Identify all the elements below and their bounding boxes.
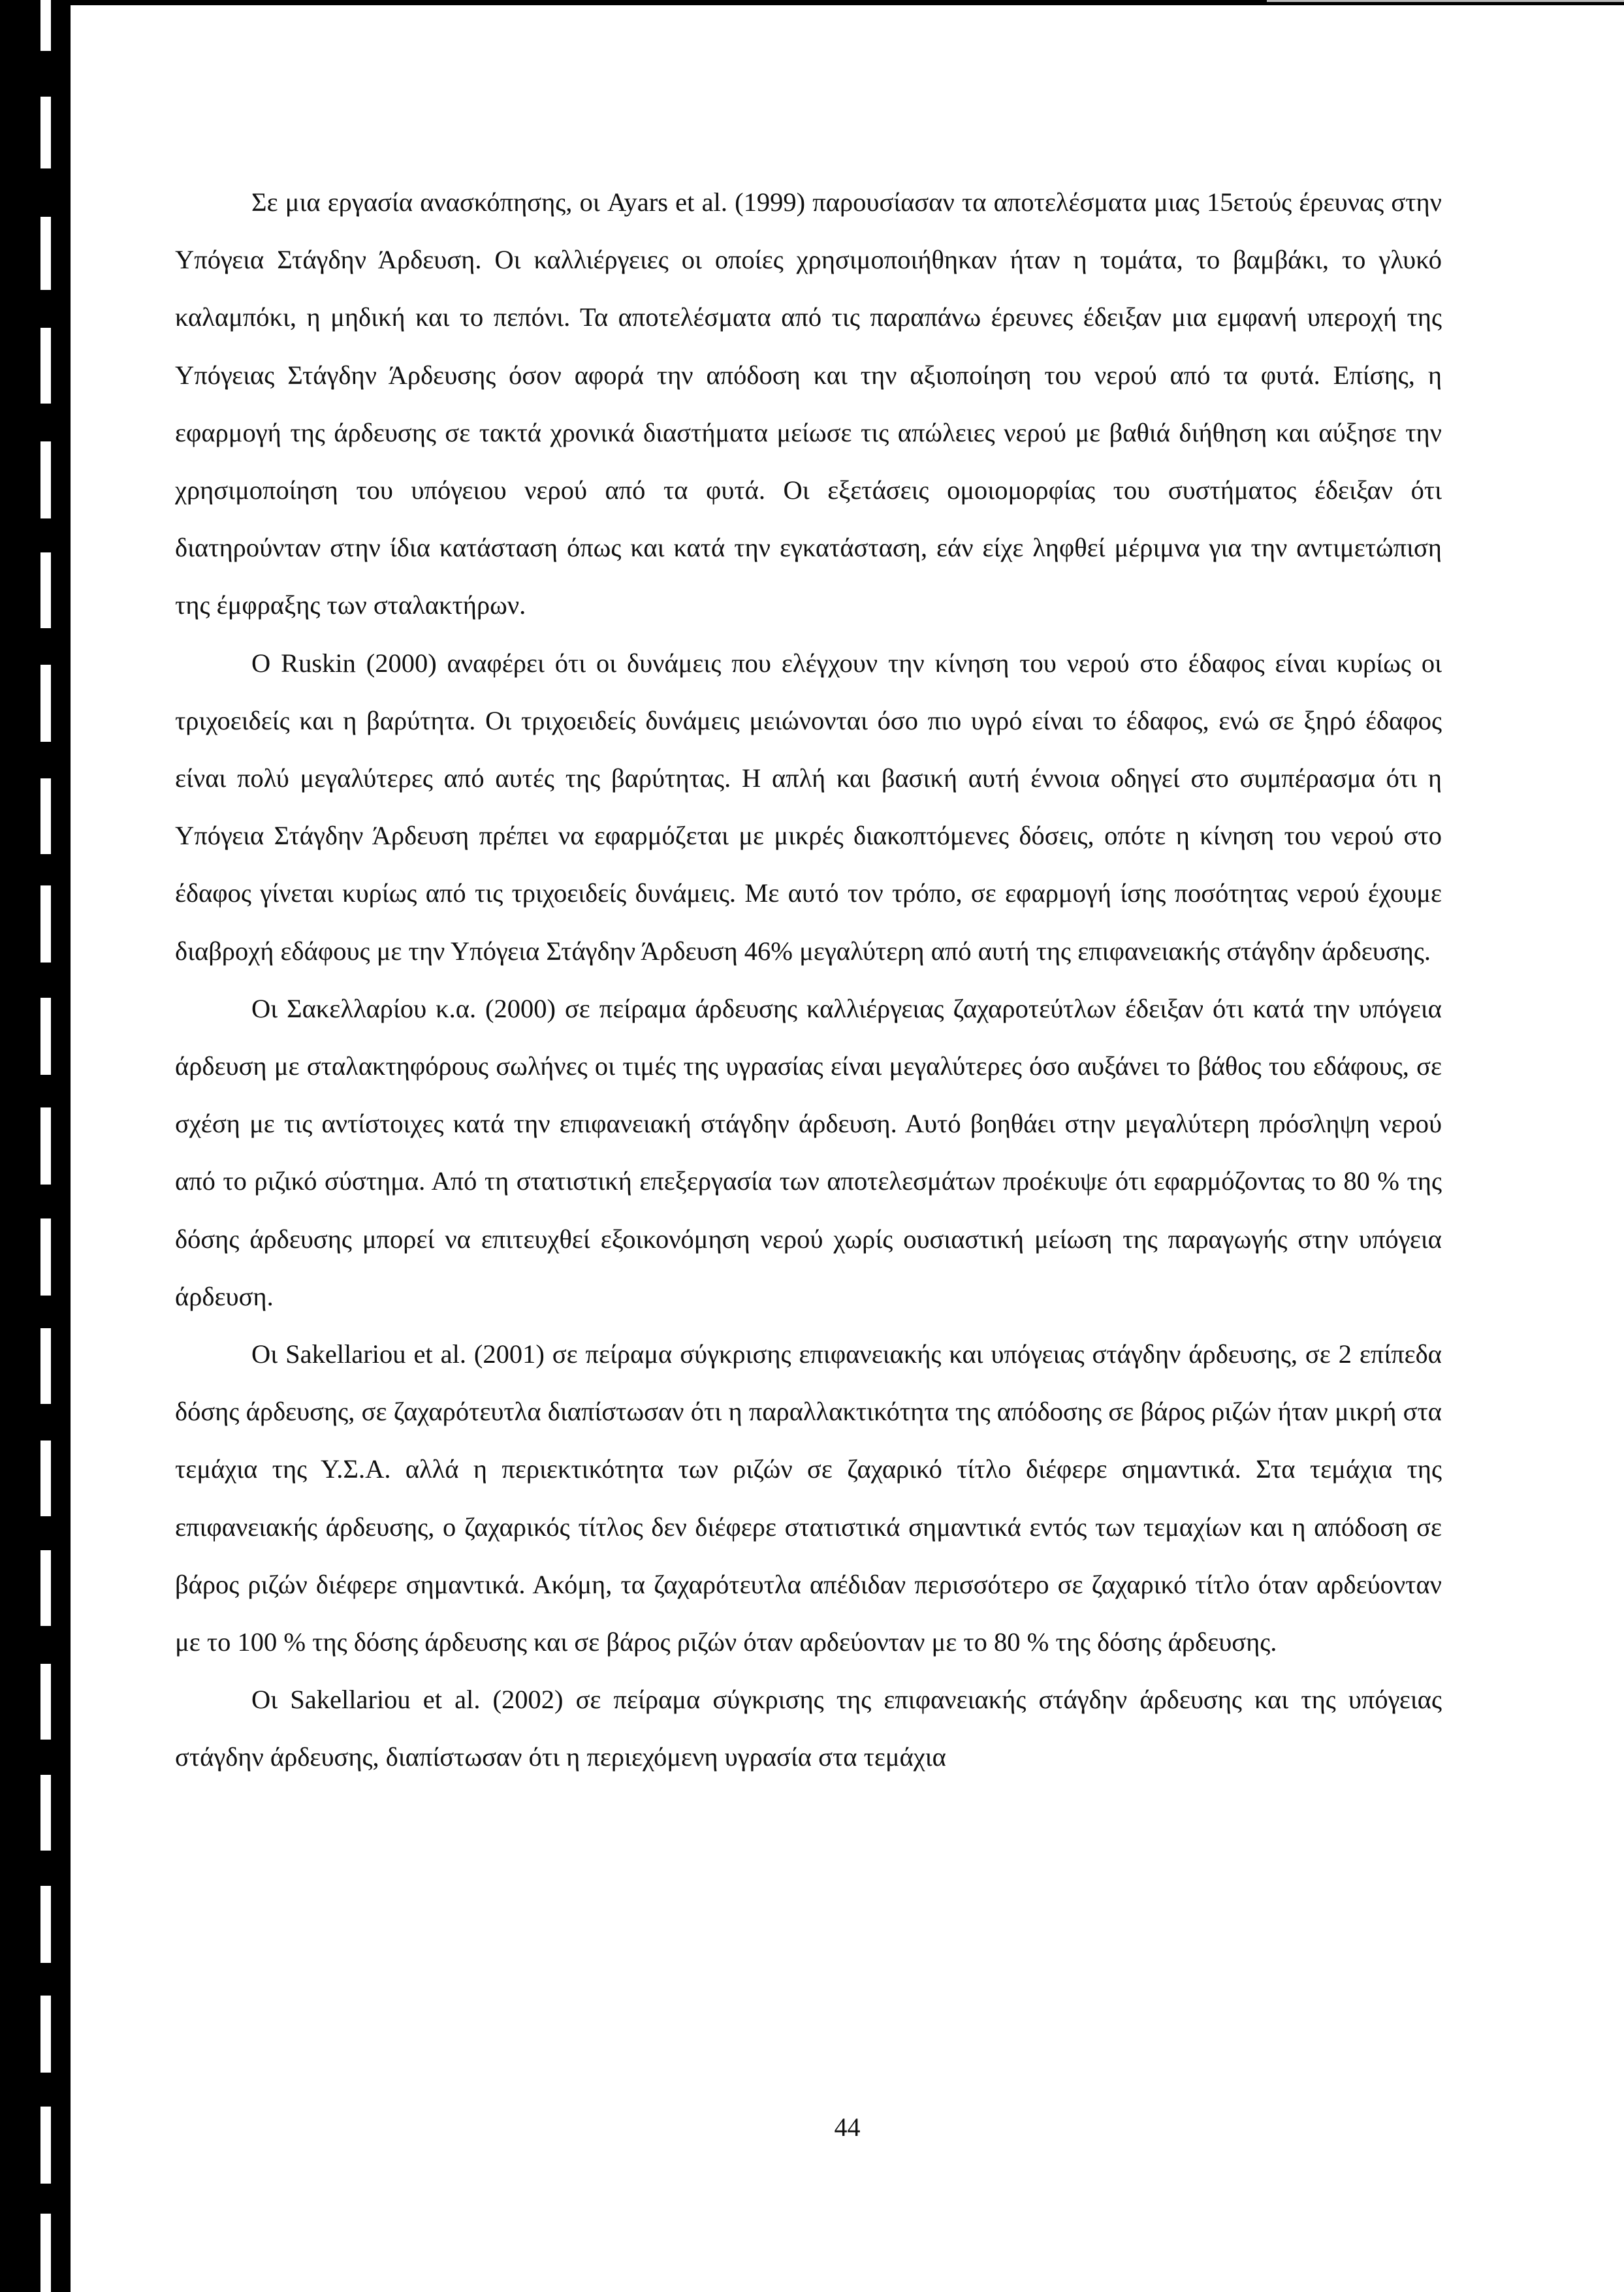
page-number: 44 (834, 2112, 861, 2142)
paragraph-sakellariou-2001: Οι Sakellariou et al. (2001) σε πείραμα σύγκρισης επιφανειακής και υπόγειας στάγδην άρδευσης, σε 2 επίπεδα δόσης άρδευσης, σε ζαχαρότευτλα διαπίστωσαν ότι η παραλλακτικότητα της απόδοσης σε βάρος ριζών ήταν μικρή στα τεμάχια της Υ.Σ.Α. αλλά η περιεκτικότητα των ριζών σε ζαχαρικό τίτλο διέφερε σημαντικά. Στα τεμάχια της επιφανειακής άρδευσης, ο ζαχαρικός τίτλος δεν διέφερε στατιστικά σημαντικά εντός των τεμαχίων και η απόδοση σε βάρος ριζών διέφερε σημαντικά. Ακόμη, τα ζαχαρότευτλα απέδιδαν περισσότερο σε ζαχαρικό τίτλο όταν αρδεύονταν με το 100 % της δόσης άρδευσης και σε βάρος ριζών όταν αρδεύονταν με το 80 % της δόσης άρδευσης. (175, 1339, 1442, 1657)
edge-mark (40, 778, 51, 854)
edge-mark (40, 2107, 51, 2184)
edge-mark (40, 1550, 51, 1626)
edge-mark (40, 1775, 51, 1851)
paragraph-sakellariou-2002: Οι Sakellariou et al. (2002) σε πείραμα σύγκρισης της επιφανειακής στάγδην άρδευσης και της υπόγειας στάγδην άρδευσης, διαπίστωσαν ότι η περιεχόμενη υγρασία στα τεμάχια (175, 1685, 1442, 1772)
document-page (71, 5, 1624, 2292)
paragraph-sakellariou-2000: Οι Σακελλαρίου κ.α. (2000) σε πείραμα άρδευσης καλλιέργειας ζαχαροτεύτλων έδειξαν ότι κατά την υπόγεια άρδευση με σταλακτηφόρους σωλήνες οι τιμές της υγρασίας είναι μεγαλύτερες όσο αυξάνει το βάθος του εδάφους, σε σχέση με τις αντίστοιχες κατά την επιφανειακή στάγδην άρδευση. Αυτό βοηθάει στην μεγαλύτερη πρόσληψη νερού από το ριζικό σύστημα. Από τη στατιστική επεξεργασία των αποτελεσμάτων προέκυψε ότι εφαρμόζοντας το 80 % της δόσης άρδευσης μπορεί να επιτευχθεί εξοικονόμηση νερού χωρίς ουσιαστική μείωση της παραγωγής στην υπόγεια άρδευση. (175, 993, 1442, 1311)
edge-mark (40, 1328, 51, 1404)
edge-mark (40, 1886, 51, 1963)
top-scan-line (1267, 0, 1624, 2)
edge-mark (40, 1664, 51, 1740)
edge-mark (40, 441, 51, 518)
edge-mark (40, 1996, 51, 2073)
edge-mark (40, 1218, 51, 1296)
edge-mark (40, 1107, 51, 1185)
edge-mark (40, 1440, 51, 1516)
body-text (175, 174, 1442, 1787)
edge-mark (40, 2214, 51, 2292)
edge-mark (40, 328, 51, 404)
edge-mark (40, 665, 51, 742)
edge-mark (40, 0, 51, 51)
edge-mark (40, 998, 51, 1075)
paragraph-ayars: Σε μια εργασία ανασκόπησης, οι Ayars et al. (1999) παρουσίασαν τα αποτελέσματα μιας 15ετούς έρευνας στην Υπόγεια Στάγδην Άρδευση. Οι καλλιέργειες οι οποίες χρησιμοποιήθηκαν ήταν η τομάτα, το βαμβάκι, το γλυκό καλαμπόκι, η μηδική και το πεπόνι. Τα αποτελέσματα από τις παραπάνω έρευνες έδειξαν μια εμφανή υπεροχή της Υπόγειας Στάγδην Άρδευσης όσον αφορά την απόδοση και την αξιοποίηση του νερού από τα φυτά. Επίσης, η εφαρμογή της άρδευσης σε τακτά χρονικά διαστήματα μείωσε τις απώλειες νερού με βαθιά διήθηση και αύξησε την χρησιμοποίηση του υπόγειου νερού από τα φυτά. Οι εξετάσεις ομοιομορφίας του συστήματος έδειξαν ότι διατηρούνταν στην ίδια κατάσταση όπως και κατά την εγκατάσταση, εάν είχε ληφθεί μέριμνα για την αντιμετώπιση της έμφραξης των σταλακτήρων. (175, 187, 1442, 620)
edge-mark (40, 217, 51, 290)
edge-mark (40, 552, 51, 628)
edge-mark (40, 97, 51, 168)
edge-mark (40, 885, 51, 963)
paragraph-ruskin: Ο Ruskin (2000) αναφέρει ότι οι δυνάμεις που ελέγχουν την κίνηση του νερού στο έδαφος είναι κυρίως οι τριχοειδείς και η βαρύτητα. Οι τριχοειδείς δυνάμεις μειώνονται όσο πιο υγρό είναι το έδαφος, ενώ σε ξηρό έδαφος είναι πολύ μεγαλύτερες από αυτές της βαρύτητας. Η απλή και βασική αυτή έννοια οδηγεί στο συμπέρασμα ότι η Υπόγεια Στάγδην Άρδευση πρέπει να εφαρμόζεται με μικρές διακοπτόμενες δόσεις, οπότε η κίνηση του νερού στο έδαφος γίνεται κυρίως από τις τριχοειδείς δυνάμεις. Με αυτό τον τρόπο, σε εφαρμογή ίσης ποσότητας νερού έχουμε διαβροχή εδάφους με την Υπόγεια Στάγδην Άρδευση 46% μεγαλύτερη από αυτή της επιφανειακής στάγδην άρδευσης. (175, 648, 1442, 966)
